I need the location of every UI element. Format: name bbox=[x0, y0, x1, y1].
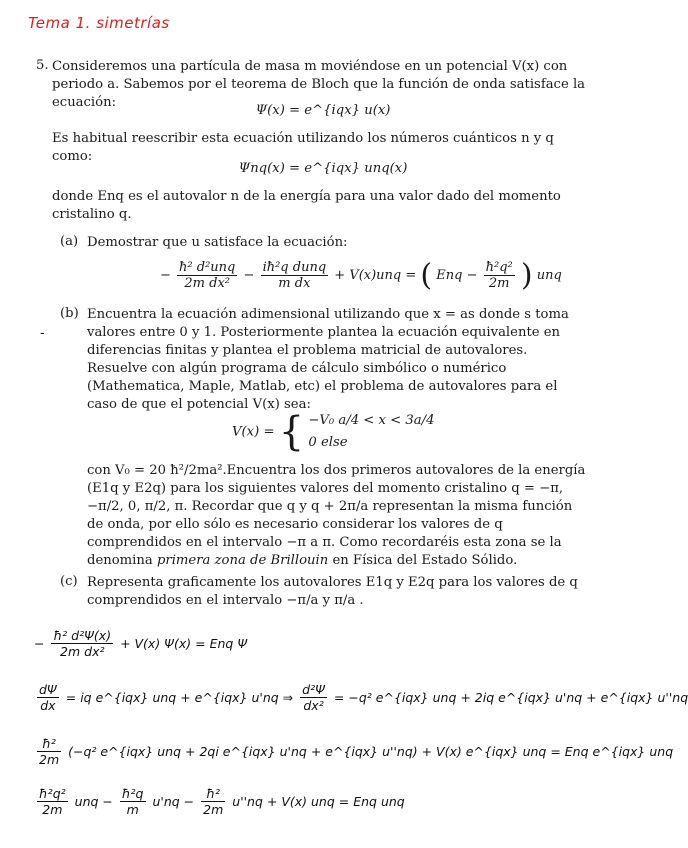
brillouin-zone-term: primera zona de Brillouin bbox=[156, 553, 329, 568]
part-a-equation: − $\frac{\text{ħ² d²unq}}{\text{2m dx²}}$ − $\frac{\text{iħ²q dunq}}{\text{m dx}}$ + V(x)unq = ( Enq − $\frac{\text{ħ²q²}}{2m}$ ) unq bbox=[160, 258, 562, 293]
part-b-continuation: con V₀ = 20 ħ²/2ma².Encuentra los dos primeros autovalores de la energía (E1q y E2q) para los siguientes valores del momento cristalino q = −π, −π/2, 0, π/2, π. Recordar que q y q + 2π/a representan la misma función de onda, por ello sólo es necesario considerar los valores de q comprendidos en el intervalo −π a π. Como recordaréis esta zona se la denomina primera zona de Brillouin en Física del Estado Sólido. bbox=[87, 463, 586, 568]
problem-intro: Consideremos una partícula de masa m moviéndose en un potencial V(x) con periodo a. Sabemos por el teorema de Bloch que la función de onda satisface la ecuación: bbox=[52, 59, 586, 110]
problem-number: 5. bbox=[36, 58, 49, 73]
handwritten-line-1: − $\frac{\text{ħ² d²Ψ(x)}}{\text{2m dx²}}$ + V(x) Ψ(x) = Enq Ψ bbox=[34, 628, 248, 659]
part-a-text: Demostrar que u satisface la ecuación: bbox=[87, 235, 348, 250]
part-c-text: Representa graficamente los autovalores E1q y E2q para los valores de q comprendidos en el intervalo −π/a y π/a . bbox=[87, 575, 578, 608]
part-b-label: (b) bbox=[60, 306, 79, 321]
eq-term-2: $\frac{\text{iħ²q dunq}}{\text{m dx}}$ bbox=[262, 260, 327, 291]
handwritten-title: Tema 1. simetrías bbox=[28, 14, 170, 32]
margin-mark: - bbox=[40, 326, 45, 341]
eq-term-4: $\frac{\text{ħ²q²}}{2m}$ bbox=[485, 260, 513, 291]
part-c-label: (c) bbox=[60, 574, 78, 589]
paragraph-quantum-numbers: Es habitual reescribir esta ecuación utilizando los números cuánticos n y q como: bbox=[52, 131, 554, 164]
bloch-equation-nq: Ψnq(x) = e^{iqx} unq(x) bbox=[238, 161, 408, 176]
potential-case-1: −V₀ a/4 < x < 3a/4 bbox=[308, 413, 435, 428]
paragraph-eigenvalue: donde Enq es el autovalor n de la energía para una valor dado del momento cristalino q. bbox=[52, 189, 561, 222]
part-a-label: (a) bbox=[60, 234, 79, 249]
bloch-equation: Ψ(x) = e^{iqx} u(x) bbox=[255, 103, 391, 118]
potential-definition: V(x) = { −V₀ a/4 < x < 3a/4 0 else bbox=[232, 409, 435, 455]
potential-case-2: 0 else bbox=[308, 435, 348, 450]
handwritten-line-4: $\frac{\text{ħ²q²}}{2m}$ unq − $\frac{\text{ħ²q}}{m}$ u'nq − $\frac{\text{ħ²}}{2m}$ u''nq + V(x) unq = Enq unq bbox=[39, 786, 405, 817]
eq-term-1: $\frac{\text{ħ² d²unq}}{\text{2m dx²}}$ bbox=[179, 260, 236, 291]
part-b-text: Encuentra la ecuación adimensional utilizando que x = as donde s toma valores entre 0 y 1. Posteriormente plantea la ecuación equivalente en diferencias finitas y plantea el problema matricial de autovalores. Resuelve con algún programa de cálculo simbólico o numérico (Mathematica, Maple, Matlab, etc) el problema de autovalores para el caso de que el potencial V(x) sea: bbox=[87, 307, 569, 412]
handwritten-line-3: $\frac{\text{ħ²}}{2m}$ (−q² e^{iqx} unq + 2qi e^{iqx} u'nq + e^{iqx} u''nq) + V(x) e^{iqx} unq = Enq e^{iqx} unq bbox=[39, 736, 674, 767]
handwritten-line-2: $\frac{d\Psi}{dx}$ = iq e^{iqx} unq + e^{iqx} u'nq ⇒ $\frac{\text{d²Ψ}}{\text{dx²}}$ = −q² e^{iqx} unq + 2iq e^{iqx} u'nq + e^{iqx} u''nq bbox=[39, 682, 688, 713]
